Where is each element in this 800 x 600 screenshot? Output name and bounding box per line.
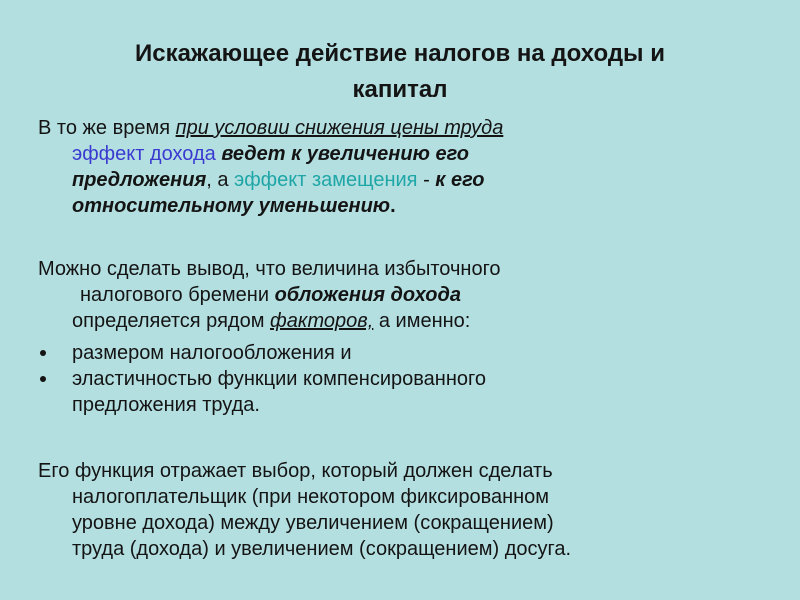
p1-supply: предложения: [72, 169, 207, 191]
p1-condition: при условии снижения цены труда: [175, 117, 504, 139]
p1-start: В то же время: [38, 117, 176, 139]
p1-relative: относительному уменьшению: [72, 195, 391, 217]
p2-line-2: [38, 282, 768, 308]
title-line-2: капитал: [352, 76, 448, 103]
bullet-2-line-2: предложения труда.: [72, 394, 260, 416]
substitution-effect-term: эффект замещения: [234, 169, 418, 191]
p3-line-2: налогоплательщик (при некотором фиксированном: [72, 486, 550, 508]
bullet-icon: [40, 350, 46, 356]
p2-factors: факторов,: [270, 310, 374, 332]
income-effect-term: эффект дохода: [72, 143, 216, 165]
p1-dash: -: [417, 169, 436, 191]
paragraph-function: [38, 458, 768, 562]
p3-line-4: труда (дохода) и увеличением (сокращением) досуга.: [72, 538, 572, 560]
p1-to-its: к его: [435, 169, 485, 191]
p1-line-2: [38, 141, 768, 167]
title-line-1: Искажающее действие налогов на доходы и: [135, 40, 665, 67]
p1-leads-to: ведет к увеличению его: [221, 143, 469, 165]
p1-comma: , а: [206, 169, 235, 191]
p1-period: .: [390, 195, 396, 217]
slide-title: [0, 36, 800, 108]
p2-line3-start: определяется рядом: [72, 310, 270, 332]
bullet-icon: [40, 376, 46, 382]
p3-line-3: уровне дохода) между увеличением (сокращением): [72, 512, 554, 534]
list-item: [38, 340, 768, 366]
p2-line-1: Можно сделать вывод, что величина избыточного: [38, 258, 501, 280]
p1-line-4: [38, 193, 768, 219]
bullet-1-line-1: размером налогообложения и: [72, 342, 352, 364]
paragraph-income-substitution: [38, 115, 768, 219]
p1-line-3: [38, 167, 768, 193]
p1-line-1: [38, 115, 768, 141]
list-item: [38, 366, 768, 418]
bullet-2-line-1: эластичностью функции компенсированного: [72, 368, 486, 390]
paragraph-conclusion: [38, 256, 768, 334]
p3-line-1: Его функция отражает выбор, который должен сделать: [38, 460, 553, 482]
p2-line3-end: а именно:: [373, 310, 471, 332]
p2-line-3: [38, 308, 768, 334]
p2-taxation: обложения дохода: [274, 284, 461, 306]
p2-line2-start: налогового бремени: [80, 284, 275, 306]
factors-list: [38, 340, 768, 418]
